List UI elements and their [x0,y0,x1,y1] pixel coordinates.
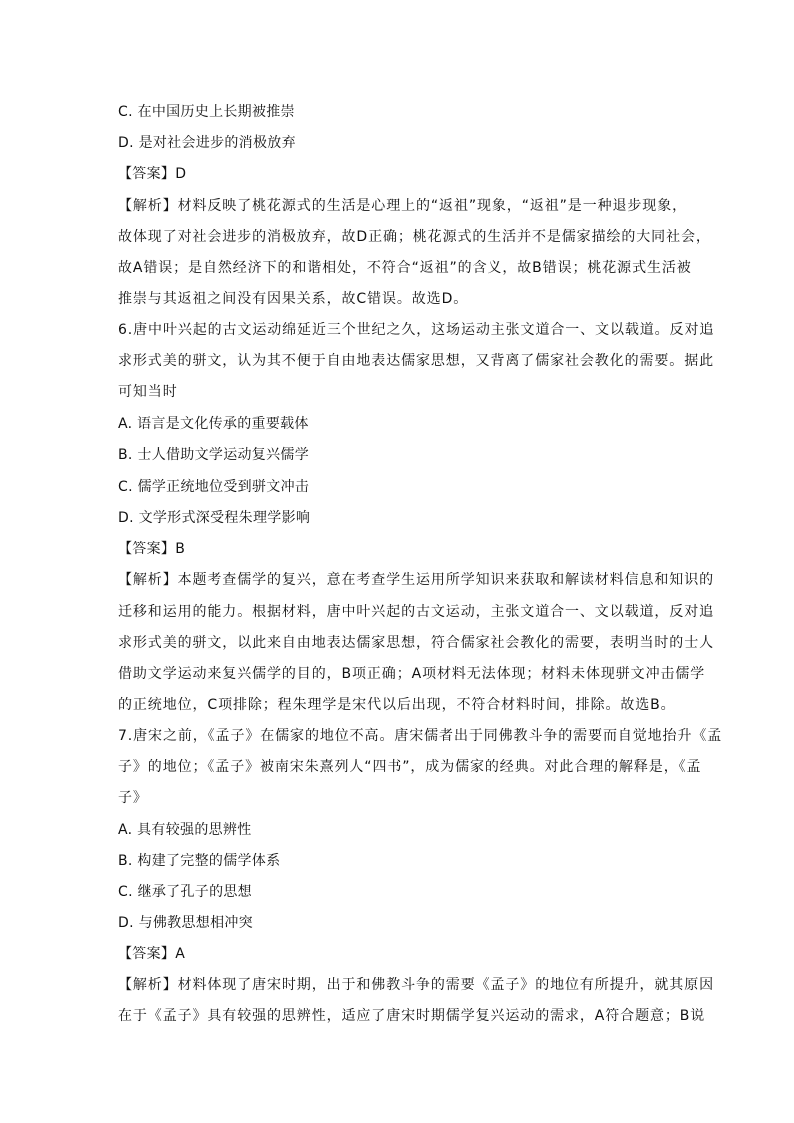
q7-option-b: B. 构建了完整的儒学体系 [118,853,281,869]
q6-analysis-line-5: 的正统地位，C项排除；程朱理学是宋代以后出现，不符合材料时间，排除。故选B。 [118,697,676,713]
q6-stem-line-2: 求形式美的骈文，认为其不便于自由地表达儒家思想，又背离了儒家社会教化的需要。据此 [118,353,714,369]
q6-analysis-line-2: 迁移和运用的能力。根据材料，唐中叶兴起的古文运动，主张文道合一、文以载道，反对追 [118,604,714,620]
q7-option-a: A. 具有较强的思辨性 [118,822,252,838]
q6-analysis-line-3: 求形式美的骈文，以此来自由地表达儒家思想，符合儒家社会教化的需要，表明当时的士人 [118,635,714,651]
q6-stem-line-1: 6.唐中叶兴起的古文运动绵延近三个世纪之久，这场运动主张文道合一、文以载道。反对追 [118,322,715,338]
q6-option-a: A. 语言是文化传承的重要载体 [118,416,309,432]
q7-stem-line-2: 子》的地位；《孟子》被南宋朱熹列人“四书”，成为儒家的经典。对此合理的解释是，《孟 [118,759,702,775]
q6-option-c: C. 儒学正统地位受到骈文冲击 [118,479,310,495]
q5-option-c: C. 在中国历史上长期被推崇 [118,104,295,120]
q7-option-c: C. 继承了孔子的思想 [118,884,252,900]
q5-option-d: D. 是对社会进步的消极放弃 [118,135,296,151]
q6-analysis-line-1: 【解析】本题考查儒学的复兴，意在考查学生运用所学知识来获取和解读材料信息和知识的 [118,572,714,588]
q5-analysis-line-1: 【解析】材料反映了桃花源式的生活是心理上的“返祖”现象，“返祖”是一种退步现象， [118,198,688,214]
q6-analysis-line-4: 借助文学运动来复兴儒学的目的，B项正确；A项材料无法体现；材料未体现骈文冲击儒学 [118,666,706,682]
q5-answer: 【答案】D [118,166,187,182]
q6-option-b: B. 士人借助文学运动复兴儒学 [118,447,310,463]
q7-analysis-line-1: 【解析】材料体现了唐宋时期，出于和佛教斗争的需要《孟子》的地位有所提升，就其原因 [118,977,714,993]
q7-stem-line-3: 子》 [118,790,148,806]
q5-analysis-line-4: 推崇与其返祖之间没有因果关系，故C错误。故选D。 [118,291,469,307]
q7-answer: 【答案】A [118,946,186,962]
q5-analysis-line-2: 故体现了对社会进步的消极放弃，故D正确；桃花源式的生活并不是儒家描绘的大同社会， [118,229,711,245]
q6-stem-line-3: 可知当时 [118,384,178,400]
q7-analysis-line-2: 在于《孟子》具有较强的思辨性，适应了唐宋时期儒学复兴运动的需求，A符合题意；B说 [118,1008,706,1024]
q6-answer: 【答案】B [118,541,186,557]
q5-analysis-line-3: 故A错误；是自然经济下的和谐相处，不符合“返祖”的含义，故B错误；桃花源式生活被 [118,260,692,276]
q7-stem-line-1: 7.唐宋之前，《孟子》在儒家的地位不高。唐宋儒者出于同佛教斗争的需要而自觉地抬升《孟 [118,728,723,744]
q7-option-d: D. 与佛教思想相冲突 [118,915,253,931]
q6-option-d: D. 文学形式深受程朱理学影响 [118,510,311,526]
